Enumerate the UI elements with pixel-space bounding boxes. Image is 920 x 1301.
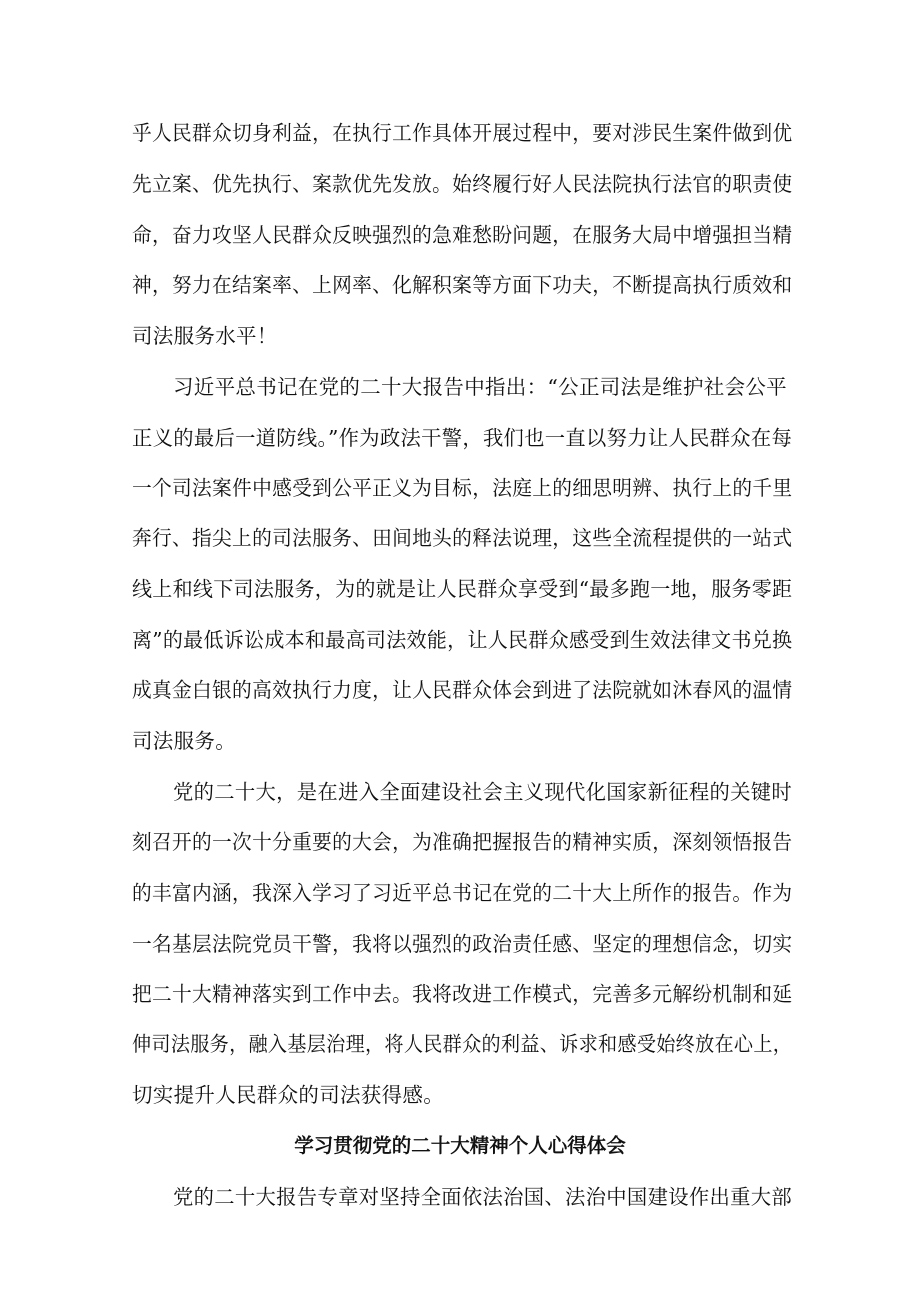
text-line: 正义的最后一道防线。”作为政法干警，我们也一直以努力让人民群众在每 (132, 426, 793, 450)
text-line: 习近平总书记在党的二十大报告中指出：“公正司法是维护社会公平 (173, 375, 787, 399)
text-line: 切实提升人民群众的司法获得感。 (132, 1083, 444, 1107)
text-line: 司法服务。 (132, 729, 236, 753)
text-line: 把二十大精神落实到工作中去。我将改进工作模式，完善多元解纷机制和延 (132, 982, 793, 1006)
text-line: 的丰富内涵，我深入学习了习近平总书记在党的二十大上所作的报告。作为 (132, 881, 793, 905)
text-line: 奔行、指尖上的司法服务、田间地头的释法说理，这些全流程提供的一站式 (132, 526, 793, 550)
text-line: 刻召开的一次十分重要的大会，为准确把握报告的精神实质，深刻领悟报告 (132, 830, 793, 854)
text-line: 一个司法案件中感受到公平正义为目标，法庭上的细思明辨、执行上的千里 (132, 476, 793, 500)
text-line: 党的二十大，是在进入全面建设社会主义现代化国家新征程的关键时 (173, 780, 792, 804)
text-line: 乎人民群众切身利益，在执行工作具体开展过程中，要对涉民生案件做到优 (132, 121, 793, 145)
text-line: 神，努力在结案率、上网率、化解积案等方面下功夫，不断提高执行质效和 (132, 273, 793, 297)
text-line: 命，奋力攻坚人民群众反映强烈的急难愁盼问题，在服务大局中增强担当精 (132, 223, 793, 247)
section-heading: 学习贯彻党的二十大精神个人心得体会 (294, 1134, 626, 1157)
text-line: 一名基层法院党员干警，我将以强烈的政治责任感、坚定的理想信念，切实 (132, 932, 793, 956)
text-line: 司法服务水平！ (132, 324, 278, 348)
text-line: 离”的最低诉讼成本和最高司法效能，让人民群众感受到生效法律文书兑换 (132, 628, 793, 652)
text-line: 伸司法服务，融入基层治理，将人民群众的利益、诉求和感受始终放在心上， (132, 1032, 793, 1056)
text-line: 成真金白银的高效执行力度，让人民群众体会到进了法院就如沐春风的温情 (132, 678, 793, 702)
text-line: 先立案、优先执行、案款优先发放。始终履行好人民法院执行法官的职责使 (132, 172, 793, 196)
text-line: 线上和线下司法服务，为的就是让人民群众享受到“最多跑一地，服务零距 (132, 577, 793, 601)
text-line: 党的二十大报告专章对坚持全面依法治国、法治中国建设作出重大部 (173, 1185, 792, 1209)
